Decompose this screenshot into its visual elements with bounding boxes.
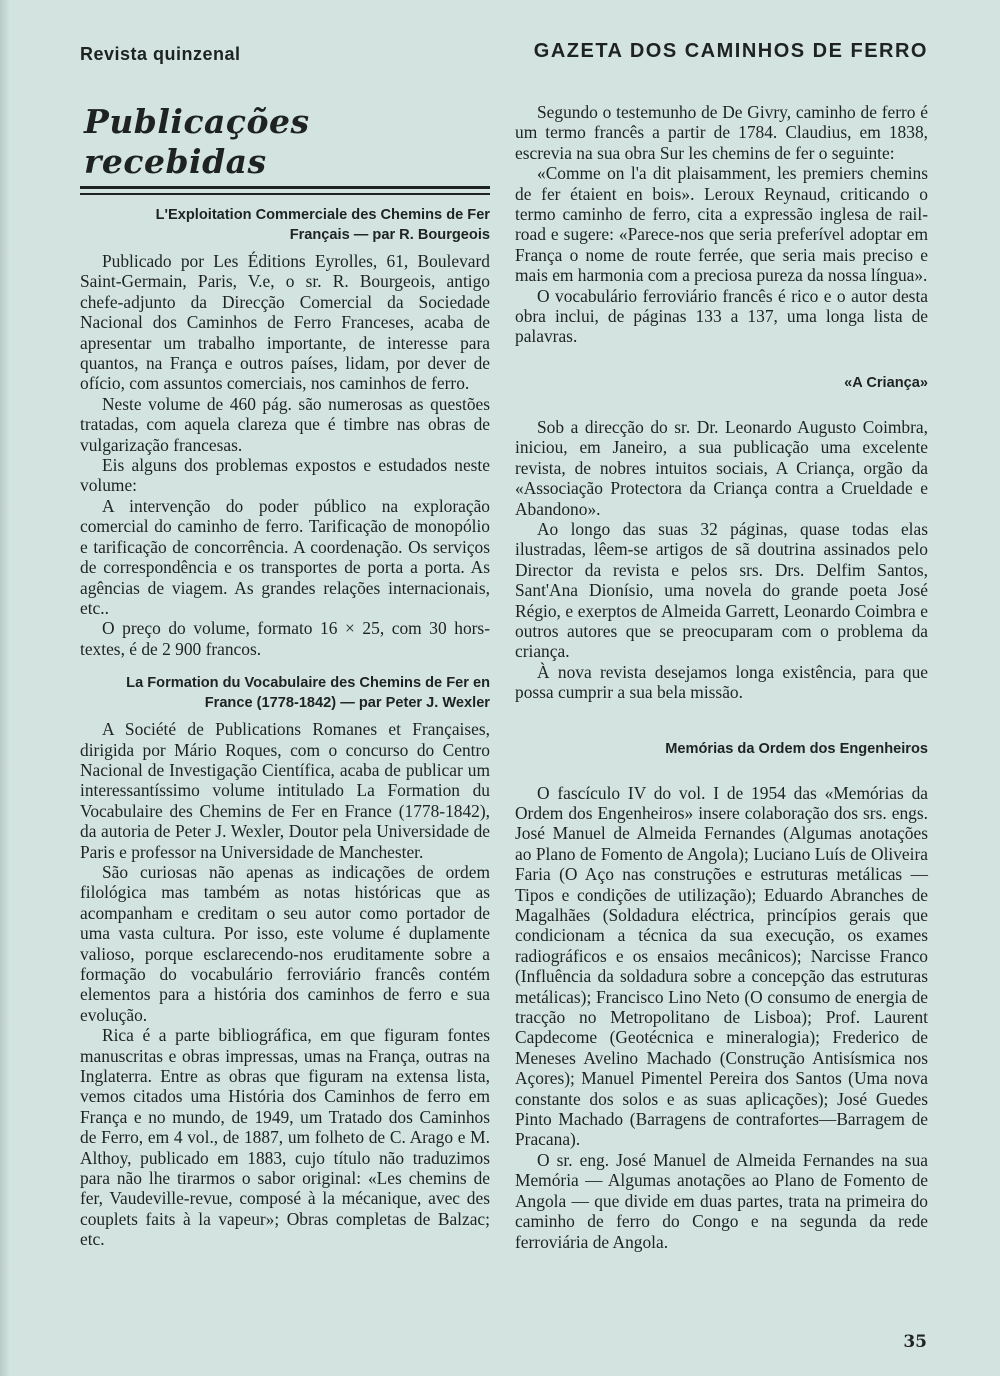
article-title: L'Exploitation Commerciale des Chemins de Fer Français — par R. Bourgeois: [155, 207, 490, 243]
binding-edge: [0, 0, 10, 1376]
article-paragraph: «Comme on l'a dit plaisamment, les premiers chemins de fer étaient en bois». Leroux Reynaud, criticando o termo caminho de ferro, cita a expressão inglesa de rail-road e sugere: «Parece-nos que seria preferível adoptar em França o nome de route ferrée, que seria mais preciso e mais em harmonia com a preciosa pureza da nossa língua».: [515, 163, 928, 286]
article-paragraph: A Société de Publications Romanes et Françaises, dirigida por Mário Roques, com o concurso do Centro Nacional de Investigação Científica, acaba de publicar um interessantíssimo volume intitulado La Formation du Vocabulaire des Chemins de Fer en France (1778-1842), da autoria de Peter J. Wexler, Doutor pela Universidade de Paris e professor na Universidade de Manchester.: [80, 719, 490, 862]
article-paragraph: O preço do volume, formato 16 × 25, com 30 hors-textes, é de 2 900 francos.: [80, 618, 490, 659]
header-right: GAZETA DOS CAMINHOS DE FERRO: [533, 40, 928, 62]
header-left: Revista quinzenal: [80, 44, 241, 64]
section-title: Publicações recebidas: [84, 102, 310, 181]
article-title: La Formation du Vocabulaire des Chemins de Fer en France (1778-1842) — par Peter J. Wexler: [126, 675, 490, 712]
article-paragraph: Ao longo das suas 32 páginas, quase todas elas ilustradas, lêem-se artigos de sã doutrina assinados pelo Director da revista e pelos srs. Drs. Delfim Santos, Sant'Ana Dionísio, uma novela do grande poeta José Régio, e exerptos de Almeida Garrett, Leonardo Coimbra e outros autores que se preocuparam com o problema da criança.: [515, 518, 928, 662]
article-title: Memórias da Ordem dos Engenheiros: [665, 740, 928, 757]
article-paragraph: Neste volume de 460 pág. são numerosas as questões tratadas, com aquela clareza que é timbre nas obras de vulgarização francesas.: [80, 393, 490, 455]
article-title: «A Criança»: [844, 374, 928, 391]
left-column: [80, 102, 490, 1250]
title-rule: [80, 186, 490, 195]
article-paragraph: Publicado por Les Éditions Eyrolles, 61, Boulevard Saint-Germain, Paris, V.e, o sr. R. Bourgeois, antigo chefe-adjunto da Direcção Comercial da Sociedade Nacional dos Caminhos de Ferro Franceses, acaba de apresentar um trabalho importante, de interesse para quantos, na França e outros países, lidam, por dever de ofício, com assuntos comerciais, nos caminhos de ferro.: [80, 251, 490, 394]
article-paragraph: O fascículo IV do vol. I de 1954 das «Memórias da Ordem dos Engenheiros» insere colaboração dos srs. engs. José Manuel de Almeida Fernandes (Algumas anotações ao Plano de Fomento de Angola); Luciano Luís de Oliveira Faria (O Aço nas construções e estruturas metálicas — Tipos e condições de utilização); Eduardo Abranches de Magalhães (Soldadura eléctrica, princípios gerais que condicionam a técnica da sua execução, os exames radiográficos e os ensaios mecânicos); Narcisse Franco (Influência da soldadura sobre a concepção das estruturas metálicas); Francisco Lino Neto (O consumo de energia de tracção no Metropolitano de Lisboa); Prof. Laurent Capdecome (Geotécnica e mineralogia); Frederico de Meneses Avelino Machado (Construção Antisísmica nos Açores); Manuel Pimentel Pereira dos Santos (Uma nova constante dos solos e as suas aplicações); José Guedes Pinto Machado (Barragens de contrafortes—Barragem de Pracana).: [515, 782, 928, 1150]
article-paragraph: Eis alguns dos problemas expostos e estudados neste volume:: [80, 455, 490, 496]
article-paragraph: Sob a direcção do sr. Dr. Leonardo Augusto Coimbra, iniciou, em Janeiro, a sua publicação uma excelente revista, de nobres intuitos sociais, A Criança, orgão da «Associação Protectora da Criança contra a Crueldade e Abandono».: [515, 416, 928, 519]
article-paragraph: O sr. eng. José Manuel de Almeida Fernandes na sua Memória — Algumas anotações ao Plano de Fomento de Angola — que divide em duas partes, trata na primeira do caminho de ferro do Congo e na segunda da rede ferroviária de Angola.: [515, 1149, 928, 1252]
article-paragraph: A intervenção do poder público na exploração comercial do caminho de ferro. Tarificação de monopólio e tarificação de concorrência. A coordenação. Os serviços de correspondência e os transportes de porta a porta. As agências de viagem. As grandes relações internacionais, etc..: [80, 495, 490, 618]
article-paragraph: À nova revista desejamos longa existência, para que possa cumprir a sua bela missão.: [515, 661, 928, 703]
article-paragraph: Segundo o testemunho de De Givry, caminho de ferro é um termo francês a partir de 1784. Claudius, em 1838, escrevia na sua obra Sur les chemins de fer o seguinte:: [515, 102, 928, 163]
article-paragraph: O vocabulário ferroviário francês é rico e o autor desta obra inclui, de páginas 133 a 137, uma longa lista de palavras.: [515, 285, 928, 347]
page-number: 35: [903, 1332, 927, 1352]
article-paragraph: Rica é a parte bibliográfica, em que figuram fontes manuscritas e obras impressas, umas na França, outras na Inglaterra. Entre as obras que figuram na extensa lista, vemos citados uma História dos Caminhos de ferro em França e no mundo, de 1949, um Tratado dos Caminhos de Ferro, em 4 vol., de 1887, um folheto de C. Arago e M. Althoy, publicado em 1883, cujo título não traduzimos para não lhe tirarmos o sabor original: «Les chemins de fer, Vaudeville-revue, composé à la mécanique, avec des couplets faits à la vapeur»; Obras completas de Balzac; etc.: [80, 1025, 490, 1250]
article-paragraph: São curiosas não apenas as indicações de ordem filológica mas também as notas históricas que as acompanham e creditam o seu autor como portador de uma vasta cultura. Por isso, este volume é duplamente valioso, porque esclarecendo-nos eruditamente sobre a formação do vocabulário ferroviário francês contém elementos para a história dos caminhos de ferro e sua evolução.: [80, 861, 490, 1025]
right-column: [515, 102, 928, 1252]
